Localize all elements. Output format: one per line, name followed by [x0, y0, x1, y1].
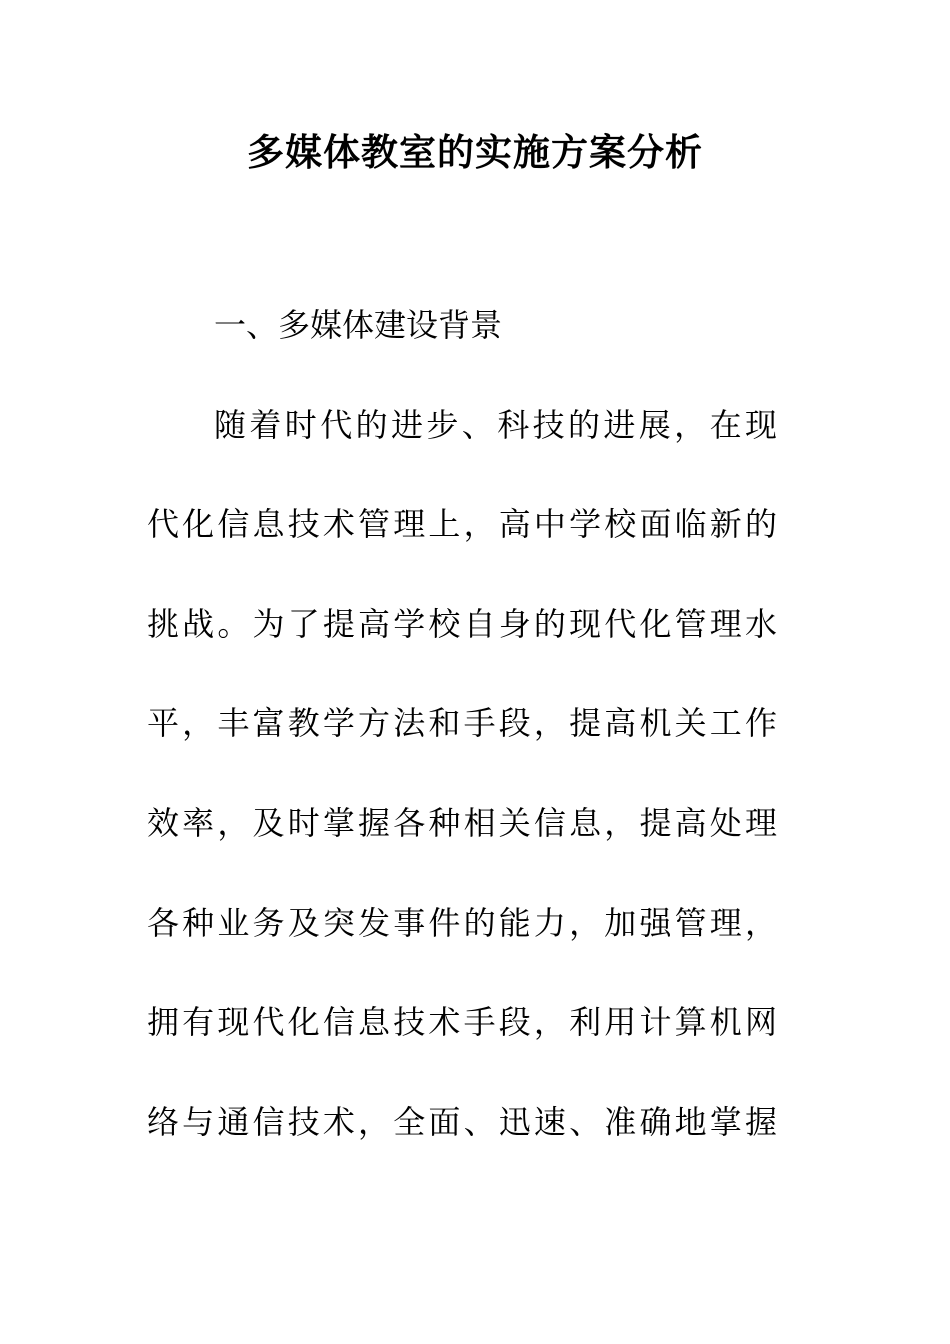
paragraph-line: 效率，及时掌握各种相关信息，提高处理 [147, 804, 777, 842]
paragraph-line: 各种业务及突发事件的能力，加强管理， [147, 904, 777, 942]
page-title: 多媒体教室的实施方案分析 [247, 130, 703, 174]
paragraph-line: 平，丰富教学方法和手段，提高机关工作 [147, 704, 777, 742]
paragraph-line: 代化信息技术管理上，高中学校面临新的 [147, 505, 777, 543]
paragraph-line: 随着时代的进步、科技的进展，在现 [214, 406, 777, 444]
paragraph-line: 拥有现代化信息技术手段，利用计算机网 [147, 1003, 777, 1041]
section-heading: 一、多媒体建设背景 [214, 306, 503, 344]
paragraph-line: 络与通信技术，全面、迅速、准确地掌握 [147, 1103, 777, 1141]
paragraph-line: 挑战。为了提高学校自身的现代化管理水 [147, 605, 777, 643]
